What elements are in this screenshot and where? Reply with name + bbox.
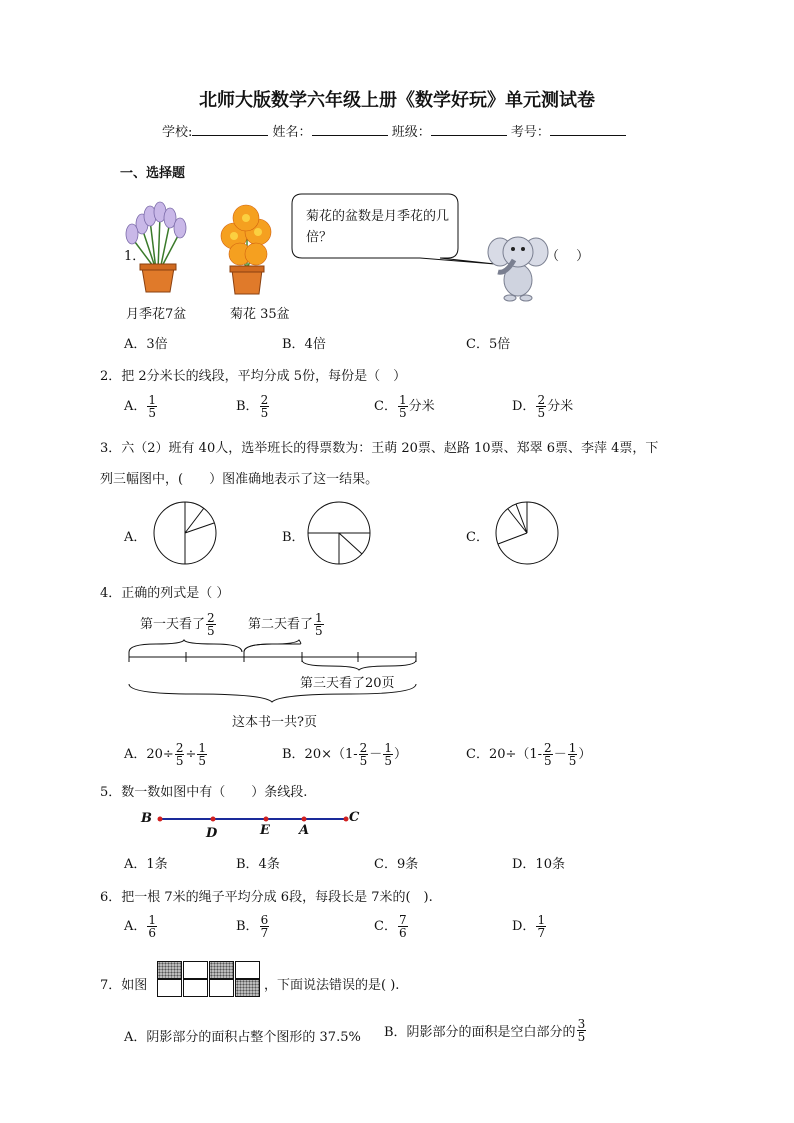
grid-cell-shaded <box>209 961 234 979</box>
fraction: $\frac{1}{7}$ <box>537 913 546 940</box>
q1-option-b[interactable]: B．4倍 <box>282 337 326 352</box>
q7-option-b[interactable]: B．阴影部分的面积是空白部分的 $\frac{3}{5}$ <box>384 1017 586 1044</box>
pie-option-b[interactable] <box>306 500 372 566</box>
day2-label: 第二天看了 $\frac{1}{5}$ <box>248 611 323 638</box>
q5-option-a[interactable]: A．1条 <box>124 857 168 872</box>
day1-label: 第一天看了 $\frac{2}{5}$ <box>140 611 215 638</box>
q7-stem-prefix: 7．如图 <box>100 978 148 993</box>
q6-stem: 6．把一根 7米的绳子平均分成 6段，每段长是 7米的( ). <box>100 890 433 905</box>
fraction: $\frac{1}{5}$ <box>148 393 157 420</box>
q4-stem: 4．正确的列式是（ ） <box>100 586 230 601</box>
page-title: 北师大版数学六年级上册《数学好玩》单元测试卷 <box>199 90 595 111</box>
fraction: $\frac{1}{6}$ <box>148 913 157 940</box>
q6-option-b[interactable]: B． $\frac{6}{7}$ <box>236 913 269 940</box>
fraction: $\frac{2}{5}$ <box>207 611 215 638</box>
rose-label: 月季花7盆 <box>126 307 187 322</box>
class-label: 班级： <box>391 125 431 140</box>
q1-option-c[interactable]: C．5倍 <box>466 337 511 352</box>
exam-no-blank[interactable] <box>550 123 626 136</box>
q5-option-c[interactable]: C．9条 <box>374 857 419 872</box>
q7-option-a[interactable]: A．阴影部分的面积占整个图形的 37.5% <box>124 1030 361 1045</box>
grid-cell-shaded <box>157 961 182 979</box>
option-letter: B． <box>236 399 259 414</box>
q6-option-a[interactable]: A． $\frac{1}{6}$ <box>124 913 157 940</box>
q7-stem-suffix: ，下面说法错误的是( ). <box>264 978 400 993</box>
q3-option-c[interactable]: C． <box>466 530 489 545</box>
option-letter: D． <box>512 399 536 414</box>
grid-cell <box>183 961 208 979</box>
chrysanthemum-label: 菊花 35盆 <box>230 307 290 322</box>
fraction: $\frac{6}{7}$ <box>260 913 269 940</box>
exam-no-label: 考号： <box>510 125 550 140</box>
q6-option-d[interactable]: D． $\frac{1}{7}$ <box>512 913 546 940</box>
q2-option-b[interactable] <box>236 394 270 419</box>
chrysanthemum-pot-illustration <box>214 200 280 296</box>
point-c-label: C <box>349 810 360 825</box>
q3-line-1: 3．六（2）班有 40人，选举班长的得票数为：王萌 20票、赵路 10票、郑翠 6票、李萍 4票，下 <box>100 441 659 456</box>
q2-option-a[interactable] <box>124 394 158 419</box>
section-heading: 一、选择题 <box>120 166 186 181</box>
q4-option-c[interactable]: C．20÷（1- $\frac{2}{5}$ － $\frac{1}{5}$ ） <box>466 741 592 768</box>
name-label: 姓名： <box>272 125 312 140</box>
fraction: $\frac{1}{5}$ <box>384 741 392 768</box>
fraction: $\frac{2}{5}$ <box>175 741 184 768</box>
grid-cell <box>183 979 208 997</box>
q5-line-segment <box>150 810 360 840</box>
fraction: $\frac{2}{5}$ <box>544 741 552 768</box>
pie-option-a[interactable] <box>152 500 218 566</box>
elephant-cartoon <box>484 222 550 304</box>
q3-option-a[interactable]: A． <box>124 530 147 545</box>
fraction: $\frac{3}{5}$ <box>577 1017 586 1044</box>
unit: 分米 <box>408 399 435 414</box>
school-label: 学校: <box>162 125 193 140</box>
fraction: $\frac{7}{6}$ <box>398 913 407 940</box>
q1-option-a[interactable]: A．3倍 <box>124 337 168 352</box>
q6-option-c[interactable]: C． $\frac{7}{6}$ <box>374 913 407 940</box>
grid-cell <box>235 961 260 979</box>
book-segment-diagram <box>124 638 424 704</box>
q5-option-b[interactable]: B．4条 <box>236 857 280 872</box>
q1-answer-paren[interactable]: （ ） <box>546 249 590 264</box>
fraction: $\frac{2}{5}$ <box>260 393 269 420</box>
student-info-line <box>162 121 626 140</box>
q4-option-a[interactable]: A．20÷ $\frac{2}{5}$ ÷ $\frac{1}{5}$ <box>124 741 207 768</box>
point-a-label: A <box>299 823 310 838</box>
fraction: $\frac{2}{5}$ <box>359 741 368 768</box>
fraction: $\frac{1}{5}$ <box>198 741 207 768</box>
q5-option-d[interactable]: D．10条 <box>512 857 565 872</box>
grid-cell <box>209 979 234 997</box>
q3-line-2: 列三幅图中，( ）图准确地表示了这一结果。 <box>100 472 379 487</box>
point-d-label: D <box>206 826 218 841</box>
fraction: $\frac{1}{5}$ <box>398 393 407 420</box>
total-label: 这本书一共?页 <box>232 715 317 730</box>
fraction: $\frac{1}{5}$ <box>315 611 323 638</box>
school-blank[interactable] <box>192 123 268 136</box>
class-blank[interactable] <box>431 123 507 136</box>
q2-stem: 2．把 2分米长的线段，平均分成 5份，每份是（ ） <box>100 369 407 384</box>
q7-grid-figure <box>157 961 261 997</box>
grid-cell-shaded <box>235 979 260 997</box>
fraction: $\frac{1}{5}$ <box>568 741 577 768</box>
name-blank[interactable] <box>312 123 388 136</box>
day3-label: 第三天看了20页 <box>300 676 395 691</box>
option-letter: C． <box>374 399 397 414</box>
pie-option-c[interactable] <box>494 500 560 566</box>
q5-stem: 5．数一数如图中有（ ）条线段. <box>100 785 308 800</box>
q3-option-b[interactable]: B． <box>282 530 305 545</box>
grid-cell <box>157 979 182 997</box>
fraction: $\frac{2}{5}$ <box>537 393 546 420</box>
rose-pot-illustration <box>118 198 198 296</box>
q4-option-b[interactable]: B．20×（1- $\frac{2}{5}$ － $\frac{1}{5}$ ） <box>282 741 407 768</box>
unit: 分米 <box>547 399 574 414</box>
q2-option-d[interactable] <box>512 394 573 419</box>
option-letter: A． <box>124 399 147 414</box>
point-e-label: E <box>260 823 270 838</box>
bubble-question: 菊花的盆数是月季花的几倍？ <box>306 209 450 245</box>
q1-number: 1． <box>124 249 146 264</box>
q2-option-c[interactable] <box>374 394 435 419</box>
point-b-label: B <box>141 811 152 826</box>
